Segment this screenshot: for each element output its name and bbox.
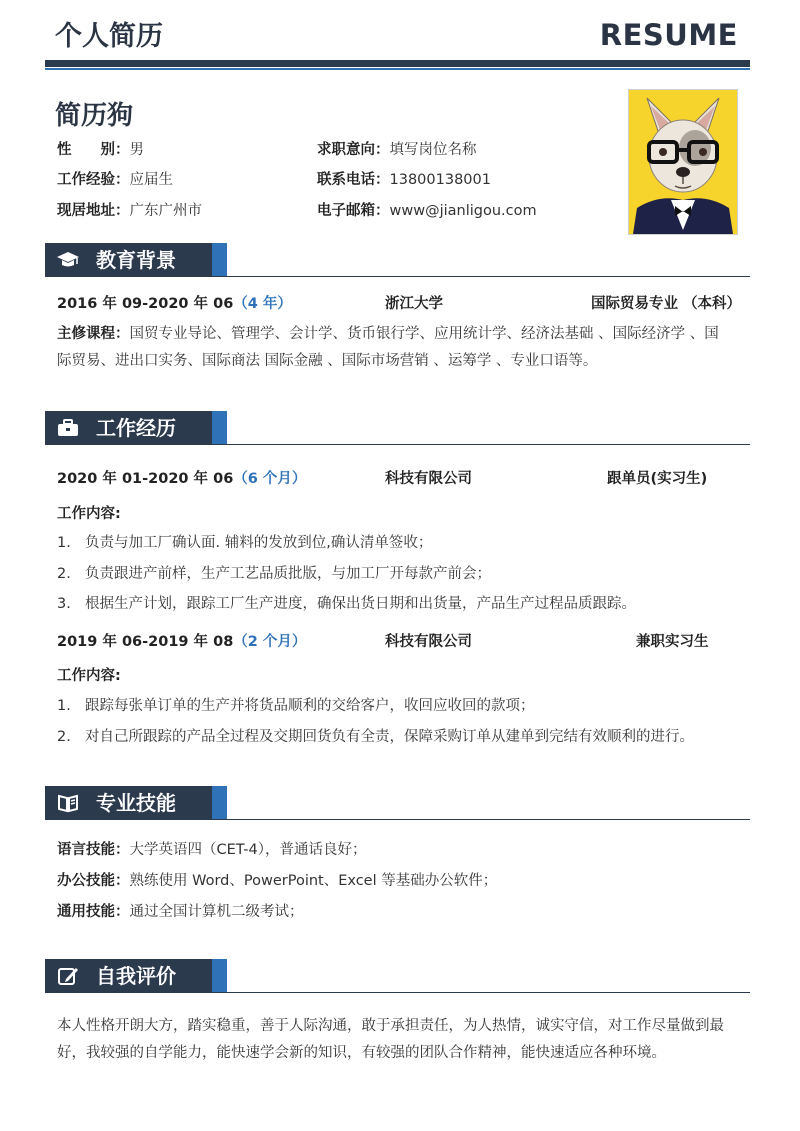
job-1-duration: （6 个月）	[233, 471, 307, 487]
job-1-item-3	[57, 592, 636, 613]
edit-icon	[56, 965, 80, 987]
briefcase-icon	[56, 417, 80, 439]
skills-section-accent	[212, 786, 227, 820]
job-1-dates: 2020 年 01-2020 年 06	[57, 471, 234, 487]
education-courses	[57, 321, 747, 375]
address-field	[57, 199, 202, 220]
self-section-title: 自我评价	[96, 964, 176, 988]
job-2-period	[57, 630, 306, 651]
email-label: 电子邮箱：	[317, 203, 390, 219]
gender-field	[57, 138, 144, 159]
office-skill	[57, 869, 497, 890]
target-label: 求职意向：	[317, 142, 390, 158]
book-icon	[56, 792, 80, 814]
address-label: 现居地址：	[57, 203, 130, 219]
experience-label: 工作经验：	[57, 172, 130, 188]
experience-field	[57, 168, 173, 189]
self-evaluation-text	[57, 1013, 747, 1067]
skills-section-title: 专业技能	[96, 791, 176, 815]
job-2-role: 兼职实习生	[636, 634, 709, 650]
job-1-item-1	[57, 531, 432, 552]
list-number: 1.	[57, 698, 71, 714]
list-text: 负责与加工厂确认面. 辅料的发放到位,确认清单签收；	[85, 535, 433, 551]
email-field	[317, 199, 537, 220]
job-2-dates: 2019 年 06-2019 年 08	[57, 634, 234, 650]
phone-label: 联系电话：	[317, 172, 390, 188]
graduation-cap-icon	[56, 249, 80, 271]
language-skill-label: 语言技能：	[57, 842, 130, 858]
self-line-1: 本人性格开朗大方，踏实稳重，善于人际沟通，敢于承担责任，为人热情，诚实守信，对工作尽量做到最	[57, 1018, 724, 1034]
list-text: 对自己所跟踪的产品全过程及交期回货负有全责，保障采购订单从建单到完结有效顺利的进行。	[85, 729, 694, 745]
job-1-role: 跟单员(实习生)	[607, 471, 708, 487]
job-1-content-label: 工作内容:	[57, 506, 121, 522]
job-2-company: 科技有限公司	[385, 634, 472, 650]
gender-value: 男	[129, 142, 144, 158]
self-section-accent	[212, 959, 227, 993]
work-section-title: 工作经历	[96, 416, 176, 440]
phone-field	[317, 168, 491, 189]
target-value: 填写岗位名称	[389, 142, 477, 158]
experience-value: 应届生	[129, 172, 173, 188]
education-dates: 2016 年 09-2020 年 06	[57, 296, 234, 312]
office-skill-value: 熟练使用 Word、PowerPoint、Excel 等基础办公软件；	[129, 873, 498, 889]
courses-line-1: 国贸专业导论、管理学、会计学、货币银行学、应用统计学、经济法基础 、国际经济学 、国	[129, 326, 719, 342]
education-period	[57, 292, 292, 313]
general-skill	[57, 900, 304, 921]
page-title: 个人简历	[55, 21, 163, 52]
header-rule-blue	[45, 68, 750, 70]
address-value: 广东广州市	[129, 203, 202, 219]
job-1-item-2	[57, 562, 491, 583]
courses-label: 主修课程：	[57, 326, 130, 342]
list-number: 2.	[57, 566, 71, 582]
job-1-period	[57, 467, 306, 488]
phone-value: 13800138001	[389, 172, 491, 188]
job-1-company: 科技有限公司	[385, 471, 472, 487]
email-value: www@jianligou.com	[389, 203, 537, 219]
list-text: 跟踪每张单订单的生产并将货品顺利的交给客户，收回应收回的款项；	[85, 698, 535, 714]
education-school: 浙江大学	[385, 296, 443, 312]
profile-photo	[628, 89, 738, 235]
job-2-item-1	[57, 694, 535, 715]
list-number: 3.	[57, 596, 71, 612]
target-field	[317, 138, 477, 159]
education-section-title: 教育背景	[96, 248, 176, 272]
job-2-content-label: 工作内容:	[57, 668, 121, 684]
candidate-name: 简历狗	[55, 101, 134, 131]
job-2-item-2	[57, 725, 694, 746]
work-section-accent	[212, 411, 227, 445]
language-skill	[57, 838, 367, 859]
job-2-duration: （2 个月）	[233, 634, 307, 650]
courses-line-2: 际贸易、进出口实务、国际商法 国际金融 、国际市场营销 、运筹学 、专业口语等。	[57, 353, 598, 369]
list-text: 负责跟进产前样，生产工艺品质批版，与加工厂开每款产前会；	[85, 566, 491, 582]
header-rule-dark	[45, 60, 750, 67]
list-number: 2.	[57, 729, 71, 745]
list-text: 根据生产计划，跟踪工厂生产进度，确保出货日期和出货量，产品生产过程品质跟踪。	[85, 596, 636, 612]
education-major: 国际贸易专业 （本科）	[591, 296, 742, 312]
language-skill-value: 大学英语四（CET-4），普通话良好；	[129, 842, 367, 858]
education-duration: （4 年）	[233, 296, 292, 312]
gender-label: 性 别：	[57, 142, 130, 158]
self-line-2: 好，我较强的自学能力，能快速学会新的知识，有较强的团队合作精神，能快速适应各种环境。	[57, 1045, 666, 1061]
list-number: 1.	[57, 535, 71, 551]
general-skill-label: 通用技能：	[57, 904, 130, 920]
resume-label: RESUME	[599, 18, 738, 52]
education-section-accent	[212, 243, 227, 277]
general-skill-value: 通过全国计算机二级考试；	[129, 904, 304, 920]
office-skill-label: 办公技能：	[57, 873, 130, 889]
